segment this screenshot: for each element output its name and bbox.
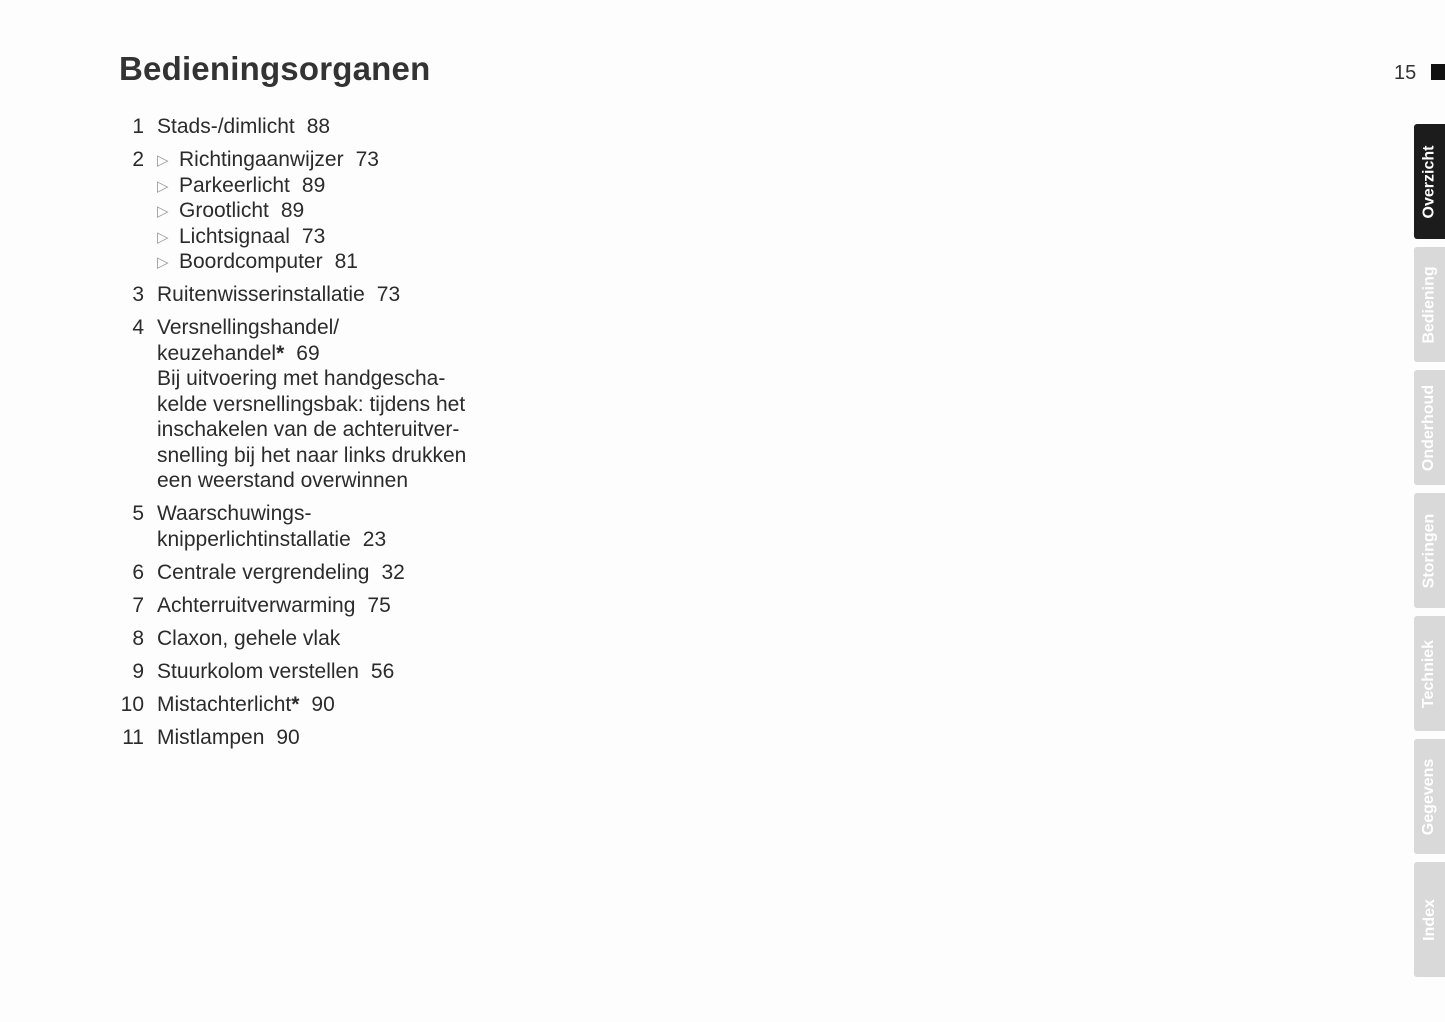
list-item [115,593,535,619]
list-item [115,282,535,308]
list-item [115,315,535,494]
tab-storingen[interactable] [1414,493,1445,608]
sub-item-label: Grootlicht [179,199,269,222]
item-label: Claxon, gehele vlak [157,626,341,650]
item-number: 7 [132,593,144,617]
item-label-line: keuzehandel [157,341,277,365]
item-description-line: Bij uitvoering met handgescha- [157,367,446,390]
triangle-right-outline-icon: ▷ [157,203,169,220]
list-item [115,147,535,275]
page-reference: 23 [362,527,387,551]
sub-item [157,173,535,199]
page-reference: 56 [370,659,395,683]
sub-item-label: Lichtsignaal [179,224,290,248]
sub-item-label: Boordcomputer [179,250,323,273]
item-label: Mistachterlicht [157,692,292,716]
item-label: Stuurkolom verstellen [157,659,359,683]
tab-label: Gegevens [1420,758,1438,835]
page-reference: 88 [306,115,331,138]
item-number: 4 [132,316,144,339]
page-reference: 73 [376,283,401,306]
optional-equipment-star: * [276,341,285,365]
tab-label: Index [1420,898,1438,941]
sub-item-label: Parkeerlicht [179,173,290,197]
optional-equipment-star: * [291,692,300,716]
item-description-line: een weerstand overwinnen [157,469,408,492]
page-reference: 89 [301,173,326,197]
item-label-line: knipperlichtinstallatie [157,527,351,551]
item-number: 11 [122,725,144,749]
list-item [115,725,535,751]
item-description-line: snelling bij het naar links drukken [157,443,467,467]
page-reference: 75 [367,593,391,617]
tab-techniek[interactable] [1414,616,1445,731]
sub-item-label: Richtingaanwijzer [179,148,344,171]
sub-item [157,147,535,173]
item-description-line: inschakelen van de achteruitver- [157,418,460,441]
item-number: 8 [132,626,144,650]
item-number: 1 [132,115,144,138]
list-item [115,692,535,718]
item-label-line: Waarschuwings- [157,502,312,525]
page-reference: 73 [355,148,379,171]
tab-label: Storingen [1420,513,1438,588]
page-reference: 69 [296,341,320,365]
tab-onderhoud[interactable] [1414,370,1445,485]
tab-label: Bediening [1420,265,1438,344]
page-reference: 81 [334,250,358,273]
triangle-right-outline-icon: ▷ [157,152,169,169]
list-item [115,114,535,140]
item-label: Ruitenwisserinstallatie [157,283,365,306]
tab-overzicht[interactable] [1414,124,1445,239]
sub-item [157,249,535,275]
item-number: 6 [132,560,144,584]
item-number: 10 [120,692,144,716]
item-number: 2 [132,148,144,171]
sub-item [157,198,535,224]
controls-list [115,114,535,758]
item-description-line: kelde versnellingsbak: tijdens het [157,392,466,416]
item-label-line: Versnellingshandel/ [157,316,340,339]
triangle-right-outline-icon: ▷ [157,228,169,246]
tab-bediening[interactable] [1414,247,1445,362]
item-label: Stads-/dimlicht [157,115,295,138]
item-number: 3 [132,283,144,306]
item-number: 9 [132,659,144,683]
sub-item [157,224,535,250]
page-reference: 90 [276,725,300,749]
page-title: Bedieningsorganen [119,50,431,87]
tab-label: Overzicht [1420,145,1438,218]
tab-label: Onderhoud [1420,384,1438,471]
item-number: 5 [132,502,144,525]
page-marker-block [1431,64,1445,80]
triangle-right-outline-icon: ▷ [157,177,169,195]
list-item [115,626,535,652]
tab-gegevens[interactable] [1414,739,1445,854]
page-reference: 32 [381,560,405,584]
page-reference: 90 [311,692,335,716]
triangle-right-outline-icon: ▷ [157,254,169,271]
page-reference: 89 [280,199,305,222]
page-number: 15 [1394,62,1417,84]
list-item [115,501,535,552]
tab-label: Techniek [1420,639,1438,708]
item-label: Mistlampen [157,725,265,749]
tab-index[interactable] [1414,862,1445,977]
page-reference: 73 [301,224,326,248]
list-item [115,659,535,685]
list-item [115,560,535,586]
item-label: Centrale vergrendeling [157,560,370,584]
item-label: Achterruitverwarming [157,593,356,617]
